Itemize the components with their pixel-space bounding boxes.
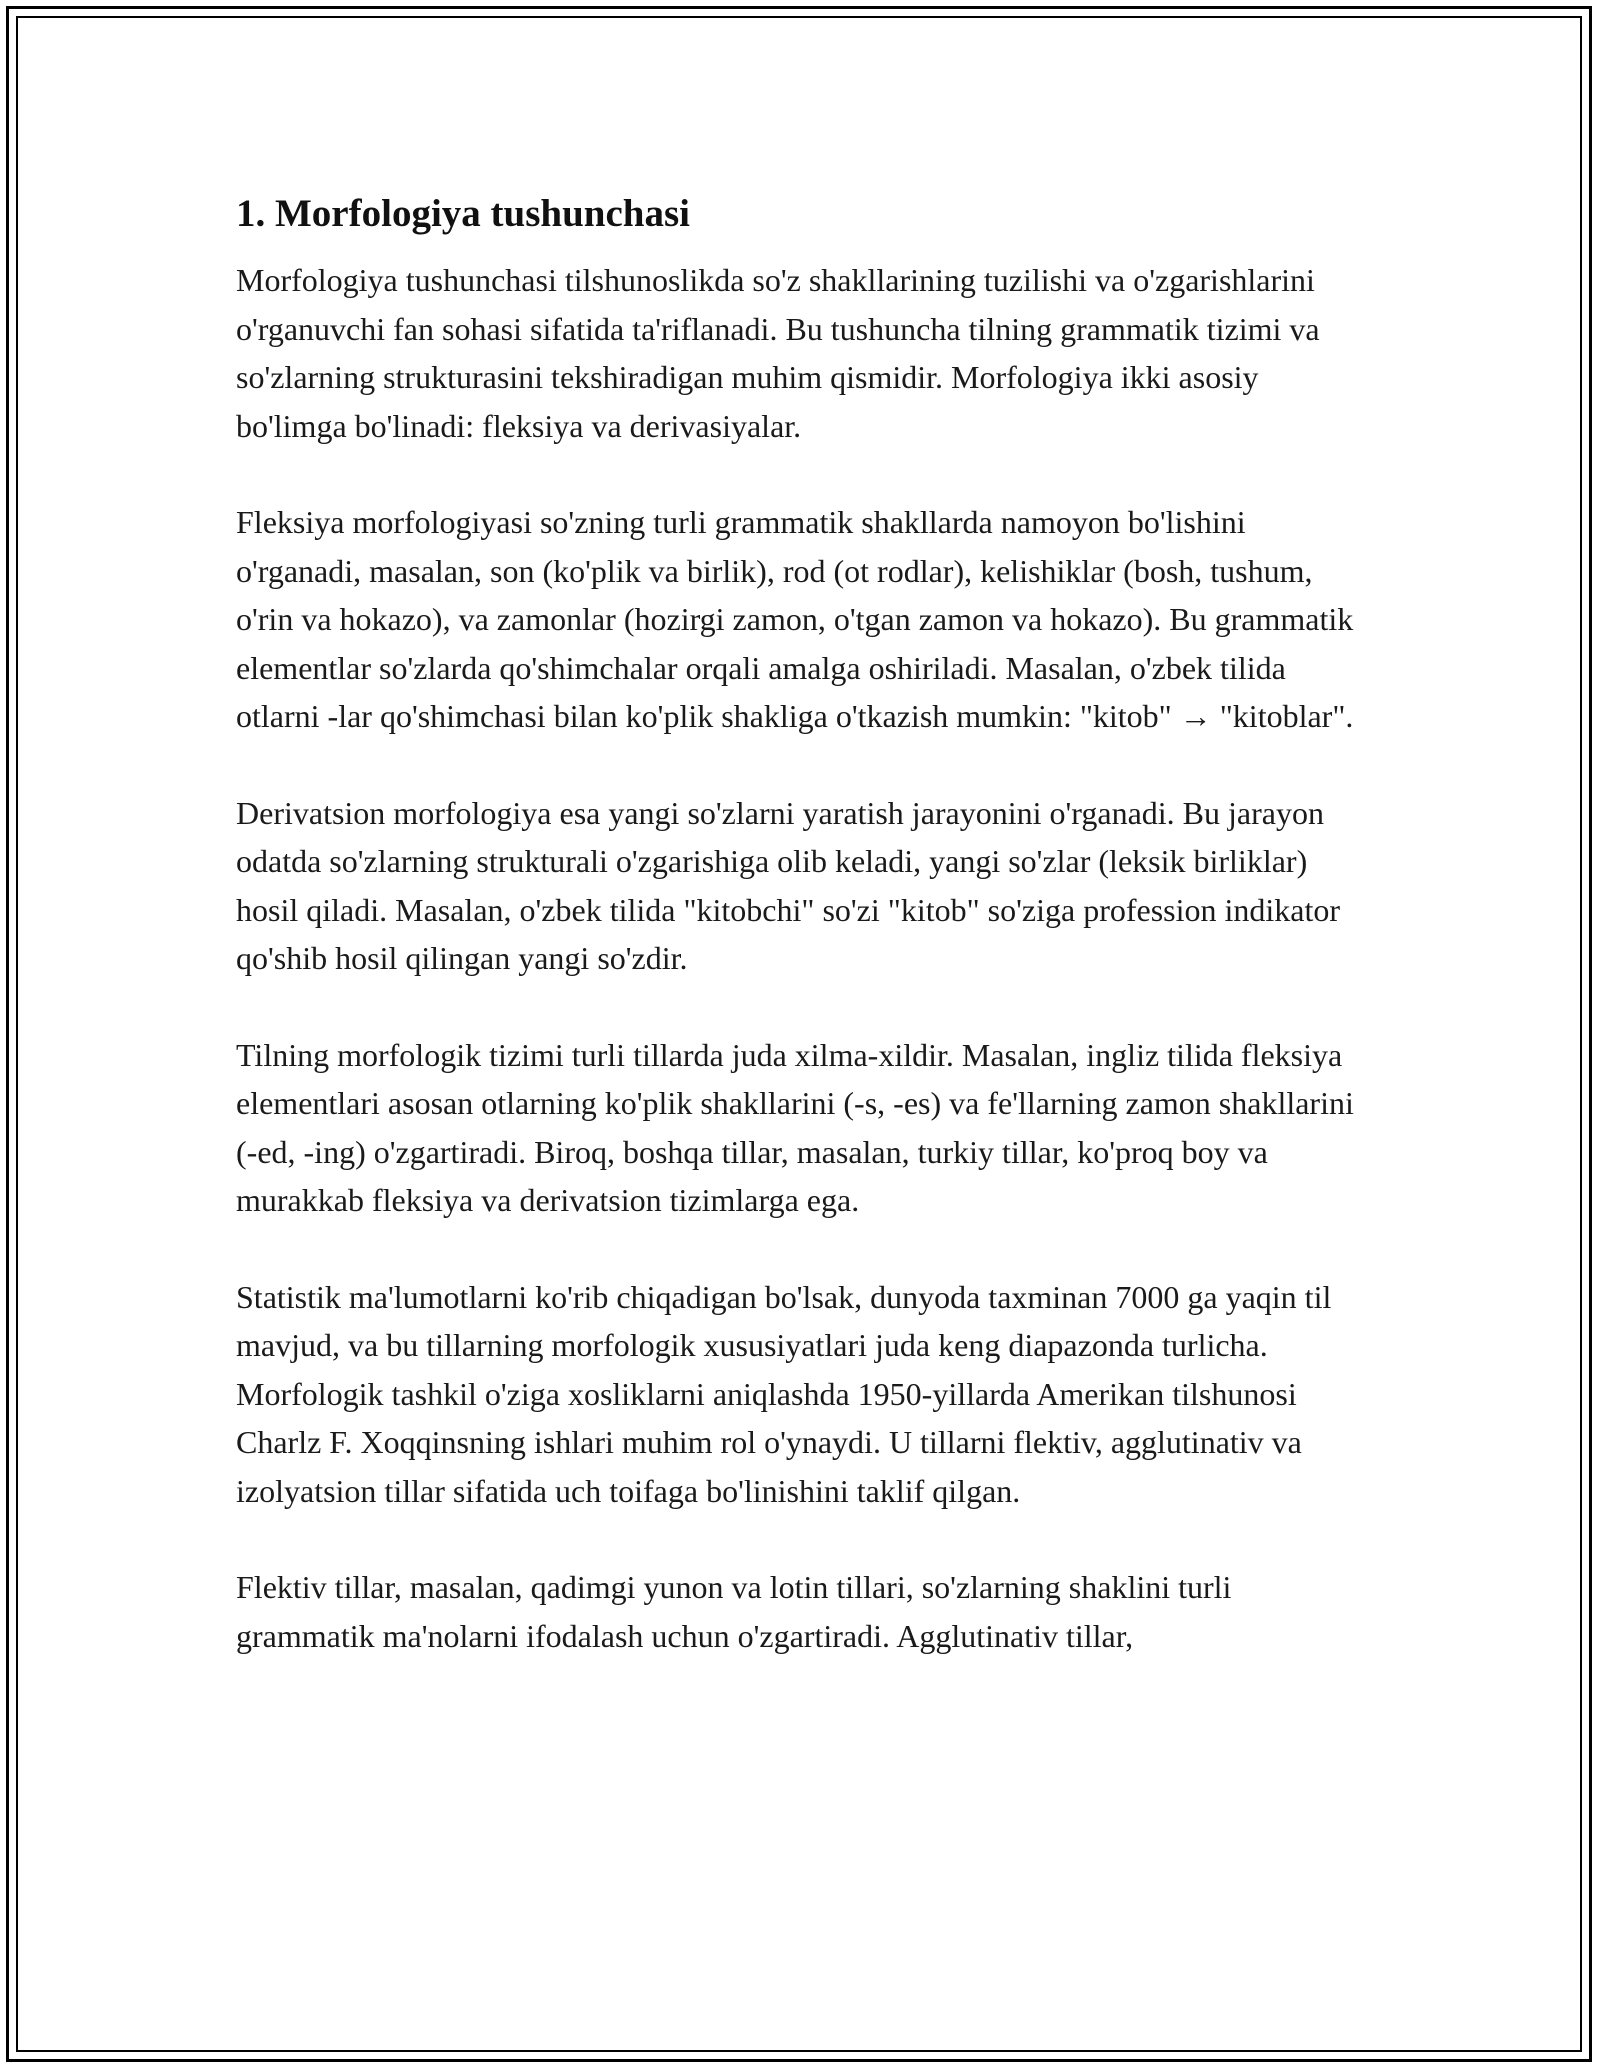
paragraph-4: Tilning morfologik tizimi turli tillarda juda xilma-xildir. Masalan, ingliz tilida fleksiya elementlari asosan otlarning ko'plik shakllarini (-s, -es) va fe'llarning zamon shakllarini (-ed, -ing) o'zgartiradi. Biroq, boshqa tillar, masalan, turkiy tillar, ko'proq boy va murakkab fleksiya va derivatsion tizimlarga ega. [236,1036,1354,1218]
paragraph-2: Fleksiya morfologiyasi so'zning turli grammatik shakllarda namoyon bo'lishini o'rganadi, masalan, son (ko'plik va birlik), rod (ot rodlar), kelishiklar (bosh, tushum, o'rin va hokazo), va zamonlar (hozirgi zamon, o'tgan zamon va hokazo). Bu grammatik elementlar so'zlarda qo'shimchalar orqali amalga oshiriladi. Masalan, o'zbek tilida otlarni -lar qo'shimchasi bilan ko'plik shakliga o'tkazish mumkin: "kitob" → "kitoblar". [236,504,1354,734]
paragraph-1: Morfologiya tushunchasi tilshunoslikda so'z shakllarining tuzilishi va o'zgarishlarini o'rganuvchi fan sohasi sifatida ta'riflanadi. Bu tushuncha tilning grammatik tizimi va so'zlarning strukturasini tekshiradigan muhim qismidir. Morfologiya ikki asosiy bo'limga bo'linadi: fleksiya va derivasiyalar. [236,262,1320,444]
paragraph-6: Flektiv tillar, masalan, qadimgi yunon va lotin tillari, so'zlarning shaklini turli grammatik ma'nolarni ifodalash uchun o'zgartiradi. Agglutinativ tillar, [236,1569,1232,1654]
paragraph-3: Derivatsion morfologiya esa yangi so'zlarni yaratish jarayonini o'rganadi. Bu jarayon odatda so'zlarning strukturali o'zgarishiga olib keladi, yangi so'zlar (leksik birliklar) hosil qiladi. Masalan, o'zbek tilida "kitobchi" so'zi "kitob" so'ziga profession indikator qo'shib hosil qilingan yangi so'zdir. [236,794,1341,976]
paragraph-5: Statistik ma'lumotlarni ko'rib chiqadigan bo'lsak, dunyoda taxminan 7000 ga yaqin til mavjud, va bu tillarning morfologik xususiyatlari juda keng diapazonda turlicha. Morfologik tashkil o'ziga xosliklarni aniqlashda 1950-yillarda Amerikan tilshunosi Charlz F. Xoqqinsning ishlari muhim rol o'ynaydi. U tillarni flektiv, agglutinativ va izolyatsion tillar sifatida uch toifaga bo'linishini taklif qilgan. [236,1278,1332,1509]
section-heading: 1. Morfologiya tushunchasi [236,192,690,235]
document-body [236,186,1376,1708]
